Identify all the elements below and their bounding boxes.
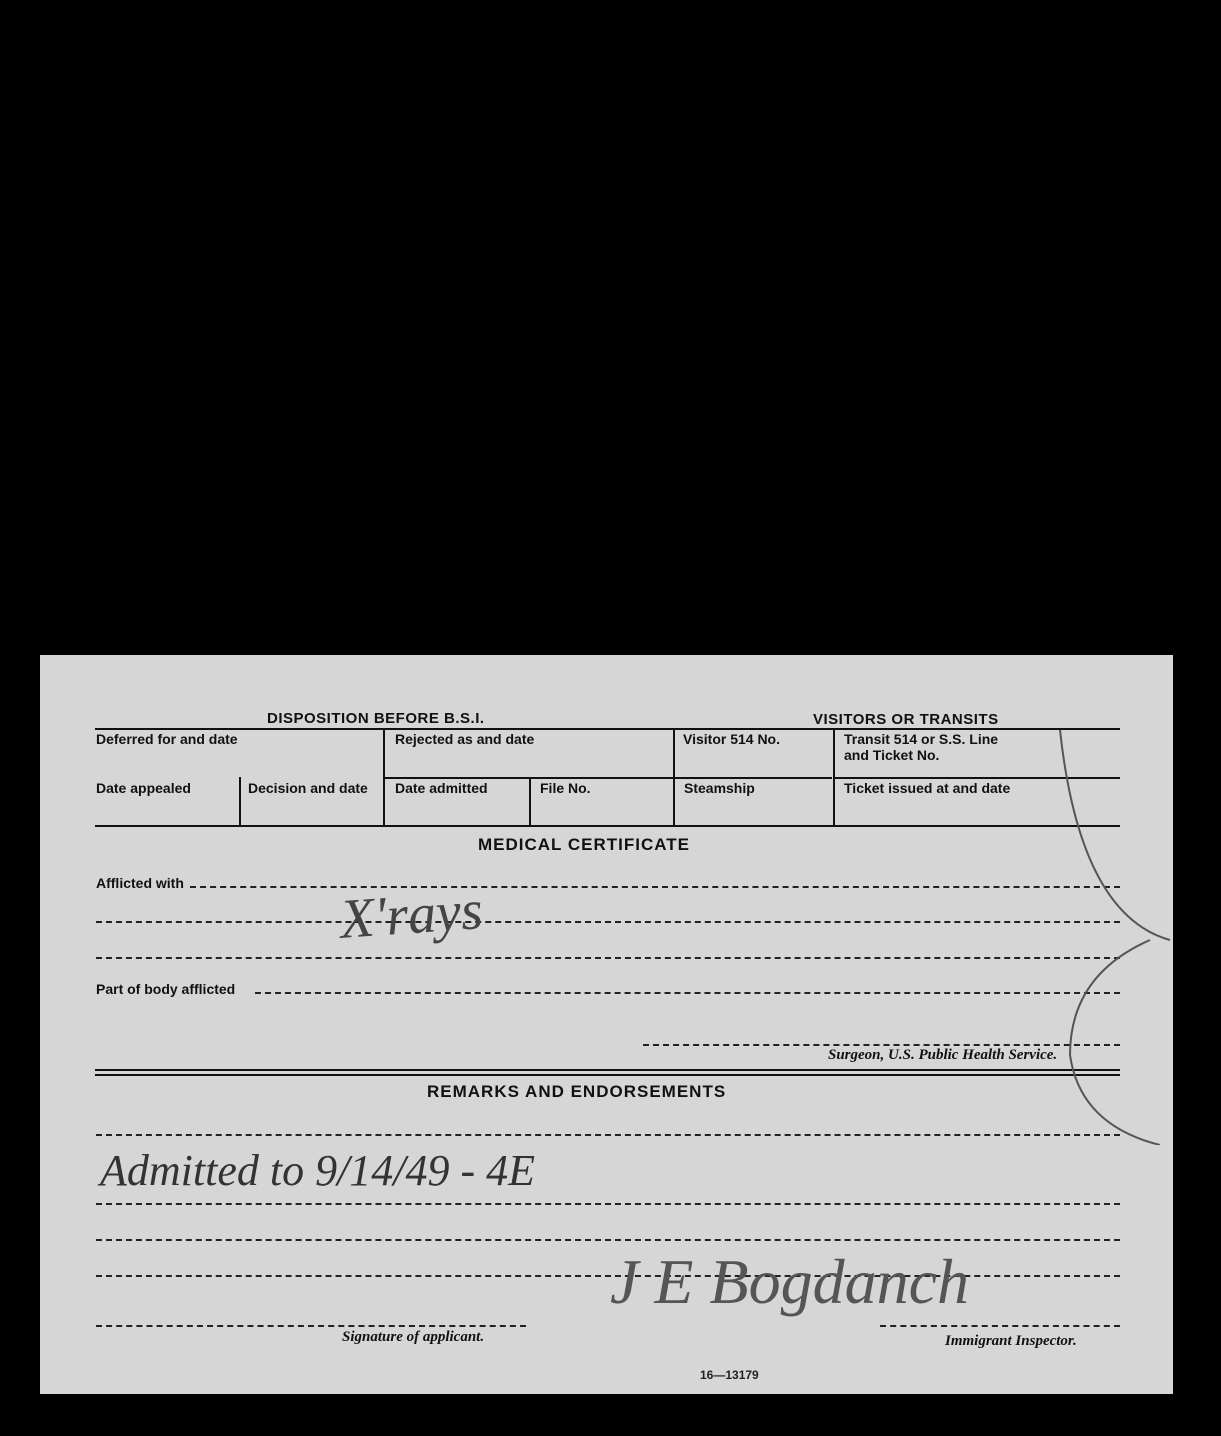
afflicted-line-2 xyxy=(96,921,1120,923)
afflicted-line-3 xyxy=(96,957,1120,959)
part-of-body-line xyxy=(255,992,1120,994)
header-bottom-rule xyxy=(95,825,1120,827)
transit-514-label-line1: Transit 514 or S.S. Line xyxy=(844,731,999,747)
medical-certificate-title: MEDICAL CERTIFICATE xyxy=(478,835,690,854)
disposition-heading: DISPOSITION BEFORE B.S.I. xyxy=(267,710,485,727)
ticket-issued-label: Ticket issued at and date xyxy=(844,780,1011,796)
record-card xyxy=(40,655,1173,1394)
row1-rule-visitor xyxy=(675,777,832,779)
part-of-body-label: Part of body afflicted xyxy=(96,981,236,997)
transit-514-label-line2: and Ticket No. xyxy=(844,747,940,763)
surgeon-caption: Surgeon, U.S. Public Health Service. xyxy=(828,1047,1058,1063)
top-rule xyxy=(95,728,1120,730)
remarks-line-1 xyxy=(96,1134,1120,1136)
remarks-line-2 xyxy=(96,1203,1120,1205)
inspector-signature: J E Bogdanch xyxy=(610,1246,969,1317)
divider-4 xyxy=(239,777,241,825)
medical-bottom-rule-2 xyxy=(95,1074,1120,1076)
divider-2 xyxy=(673,729,675,825)
afflicted-line xyxy=(190,886,1120,888)
surgeon-sign-line xyxy=(643,1044,1120,1046)
inspector-sign-line xyxy=(880,1325,1120,1327)
divider-3 xyxy=(833,729,835,825)
date-appealed-label: Date appealed xyxy=(96,780,191,796)
decision-label: Decision and date xyxy=(248,780,368,796)
visitor-514-label: Visitor 514 No. xyxy=(683,731,781,747)
medical-bottom-rule-1 xyxy=(95,1069,1120,1071)
form-number: 16—13179 xyxy=(700,1368,759,1382)
visitors-heading: VISITORS OR TRANSITS xyxy=(813,711,999,728)
remarks-title: REMARKS AND ENDORSEMENTS xyxy=(427,1082,727,1101)
date-admitted-label: Date admitted xyxy=(395,780,488,796)
remarks-line-3 xyxy=(96,1239,1120,1241)
steamship-label: Steamship xyxy=(684,780,755,796)
inspector-caption: Immigrant Inspector. xyxy=(945,1333,1077,1349)
remarks-handwriting: Admitted to 9/14/49 - 4E xyxy=(100,1146,536,1195)
deferred-label: Deferred for and date xyxy=(96,731,238,747)
afflicted-handwriting: X'rays xyxy=(338,879,485,951)
row1-rule-mid xyxy=(383,777,673,779)
applicant-sign-line xyxy=(96,1325,526,1327)
afflicted-label: Afflicted with xyxy=(96,875,184,891)
divider-1 xyxy=(383,729,385,825)
file-no-label: File No. xyxy=(540,780,591,796)
rejected-label: Rejected as and date xyxy=(395,731,535,747)
applicant-caption: Signature of applicant. xyxy=(342,1329,485,1345)
divider-5 xyxy=(529,777,531,825)
stamp-arc xyxy=(1050,725,1173,1145)
